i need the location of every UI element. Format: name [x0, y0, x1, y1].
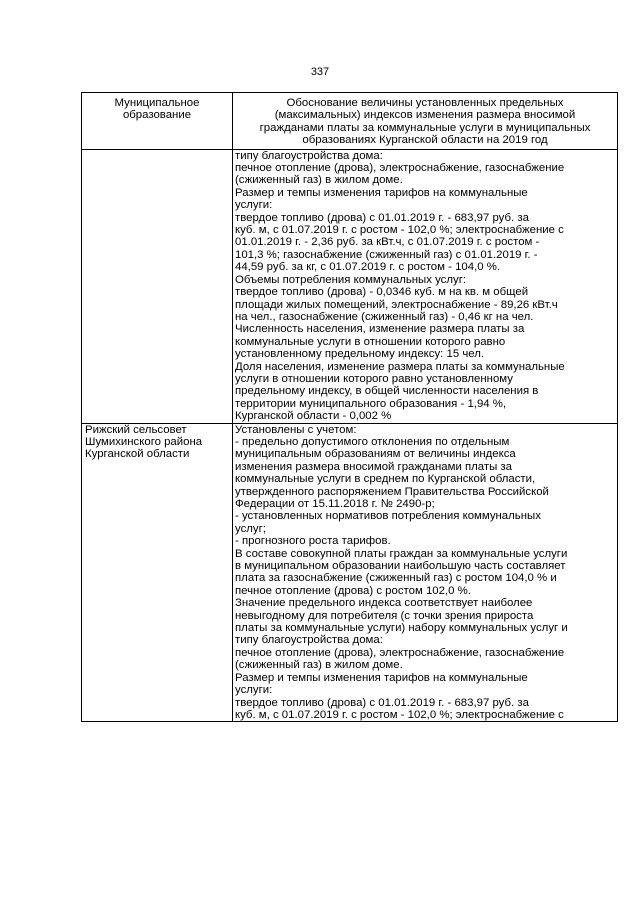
header-line: (максимальных) индексов изменения размера вносимой	[274, 109, 576, 122]
text-line: - предельно допустимого отклонения по отдельным	[235, 435, 510, 448]
header-line: Муниципальное	[114, 97, 200, 109]
header-municipality-cell	[82, 93, 233, 150]
text-line: предельному индексу, в общей численности населения в	[235, 385, 539, 398]
text-line: печное отопление (дрова), электроснабжение, газоснабжение	[235, 162, 565, 175]
text-line: 101,3 %; газоснабжение (сжиженный газ) с 01.01.2019 г. -	[235, 248, 538, 261]
text-line: муниципальным образованиям от величины индекса	[235, 448, 516, 461]
text-line: Размер и темпы изменения тарифов на коммунальные	[235, 186, 528, 199]
text-line: 01.01.2019 г. - 2,36 руб. за кВт.ч, с 01.07.2019 г. с ростом -	[235, 236, 540, 249]
text-line: невыгодному для потребителя (с точки зрения прироста	[235, 609, 534, 622]
text-line: Федерации от 15.11.2018 г. № 2490-р;	[235, 498, 435, 510]
table-row	[82, 149, 618, 423]
justification-cell	[233, 149, 618, 423]
text-line: территории муниципального образования - 1,94 %,	[235, 397, 507, 410]
text-line: - установленных нормативов потребления коммунальных	[235, 510, 541, 523]
text-line: куб. м, с 01.07.2019 г. с ростом - 102,0 %; электроснабжение с	[235, 224, 564, 237]
text-line: Значение предельного индекса соответствует наиболее	[235, 597, 533, 610]
text-line: услуги:	[235, 199, 273, 212]
municipality-cell	[82, 423, 233, 722]
header-line: Обоснование величины установленных предельных	[286, 97, 564, 109]
text-line: 44,59 руб. за кг, с 01.07.2019 г. с ростом - 104,0 %.	[235, 261, 501, 274]
justification-cell	[233, 423, 618, 722]
page-number: 337	[310, 66, 330, 78]
text-line: услуги:	[235, 684, 273, 697]
text-line: печное отопление (дрова), электроснабжение, газоснабжение	[235, 646, 565, 659]
text-line: Курганской области - 0,002 %	[235, 410, 392, 423]
text-line: изменения размера вносимой гражданами платы за	[235, 460, 512, 473]
text-line: плата за газоснабжение (сжиженный газ) с ростом 104,0 % и	[235, 572, 557, 585]
text-line: площади жилых помещений, электроснабжение - 89,26 кВт.ч	[235, 298, 558, 311]
text-line: на чел., газоснабжение (сжиженный газ) - 0,46 кг на чел.	[235, 310, 534, 323]
text-line: - прогнозного роста тарифов.	[235, 535, 391, 548]
table-header-row	[82, 93, 618, 150]
text-line: установленному предельному индексу: 15 чел.	[235, 348, 485, 361]
text-line: платы за коммунальные услуги) набору коммунальных услуг и	[235, 622, 568, 635]
text-line: коммунальные услуги в среднем по Курганской области,	[235, 473, 536, 486]
text-line: услуги в отношении которого равно установленному	[235, 372, 513, 385]
header-line: гражданами платы за коммунальные услуги в муниципальных	[259, 121, 591, 134]
text-line: коммунальные услуги в отношении которого равно	[235, 335, 506, 348]
text-line: В составе совокупной платы граждан за коммунальные услуги	[235, 547, 568, 560]
text-line: (сжиженный газ) в жилом доме.	[235, 659, 403, 672]
header-line: образованиях Курганской области на 2019 год	[302, 134, 548, 147]
text-line: Доля населения, изменение размера платы за коммунальные	[235, 360, 565, 373]
municipality-cell	[82, 149, 233, 423]
text-line: твердое топливо (дрова) с 01.01.2019 г. - 683,97 руб. за	[235, 211, 529, 224]
municipality-line: Шумихинского района	[85, 435, 203, 448]
text-line: Объемы потребления коммунальных услуг:	[235, 273, 467, 286]
header-line: образование	[122, 109, 192, 122]
text-line: Размер и темпы изменения тарифов на коммунальные	[235, 671, 528, 684]
text-line: Установлены с учетом:	[235, 423, 357, 436]
table-row	[82, 423, 618, 722]
text-line: куб. м, с 01.07.2019 г. с ростом - 102,0 %; электроснабжение с	[235, 708, 564, 721]
text-line: Численность населения, изменение размера платы за	[235, 323, 525, 336]
text-line: типу благоустройства дома:	[235, 149, 383, 162]
text-line: утвержденного распоряжением Правительства Российской	[235, 485, 549, 498]
municipality-line: Курганской области	[85, 448, 190, 461]
header-justification-cell	[233, 93, 618, 150]
municipality-line: Рижский сельсовет	[85, 423, 187, 436]
text-line: печное отопление (дрова) с ростом 102,0 %.	[235, 584, 471, 597]
text-line: твердое топливо (дрова) - 0,0346 куб. м на кв. м общей	[235, 286, 529, 299]
text-line: услуг;	[235, 522, 266, 535]
text-line: твердое топливо (дрова) с 01.01.2019 г. - 683,97 руб. за	[235, 696, 529, 709]
text-line: в муниципальном образовании наибольшую часть составляет	[235, 560, 566, 573]
text-line: типу благоустройства дома:	[235, 634, 383, 647]
tariff-justification-table	[81, 92, 618, 722]
text-line: (сжиженный газ) в жилом доме.	[235, 174, 403, 187]
